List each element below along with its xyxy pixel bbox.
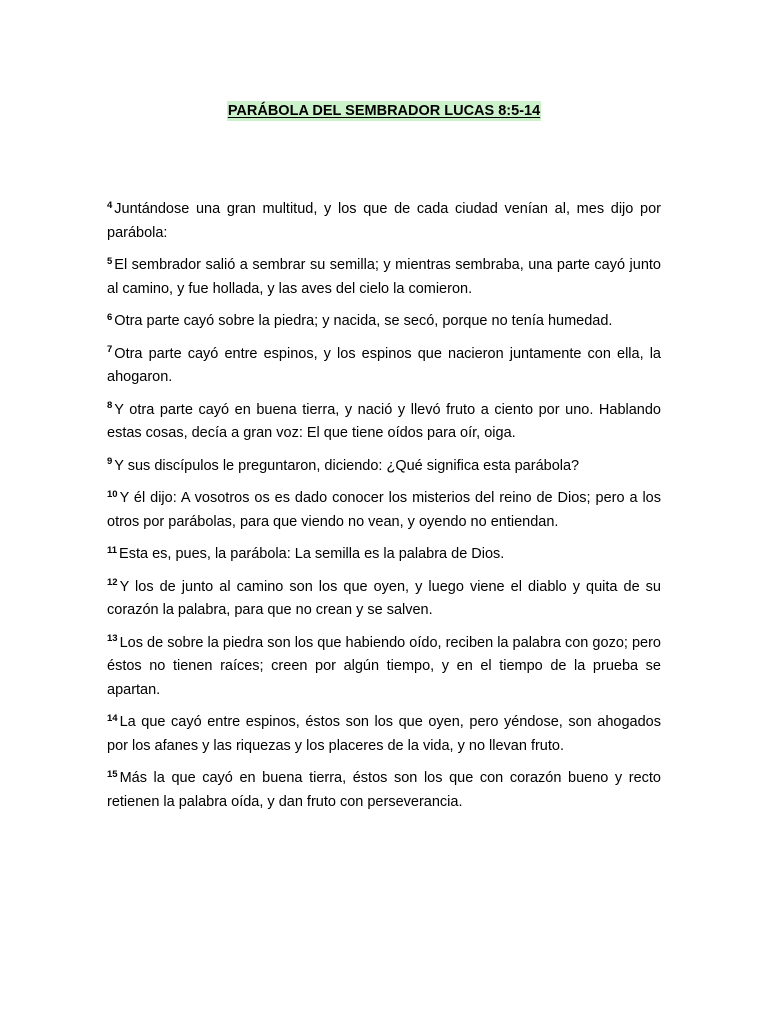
verse-9 [107,455,661,479]
verse-number: 12 [107,577,118,589]
verse-text: Otra parte cayó sobre la piedra; y nacida, se secó, porque no tenía humedad. [114,313,613,329]
verse-text: Los de sobre la piedra son los que habiendo oído, reciben la palabra con gozo; pero éstos no tienen raíces; creen por algún tiempo, y en el tiempo de la prueba se apartan. [107,634,661,698]
verse-8 [107,399,661,446]
verse-number: 8 [107,400,113,412]
verse-15 [107,767,661,814]
verse-text: La que cayó entre espinos, éstos son los que oyen, pero yéndose, son ahogados por los afanes y las riquezas y los placeres de la vida, y no llevan fruto. [107,714,661,754]
verse-text: Juntándose una gran multitud, y los que de cada ciudad venían al, mes dijo por parábola: [107,201,661,241]
verse-number: 14 [107,712,118,724]
title-container [0,101,768,121]
verse-5 [107,254,661,301]
verse-text: Y otra parte cayó en buena tierra, y nació y llevó fruto a ciento por uno. Hablando estas cosas, decía a gran voz: El que tiene oídos para oír, oiga. [107,401,661,441]
verse-number: 9 [107,456,113,468]
verse-number: 7 [107,344,113,356]
verse-13 [107,632,661,703]
verse-text: Y los de junto al camino son los que oyen, y luego viene el diablo y quita de su corazón la palabra, para que no crean y se salven. [107,578,661,618]
document-body [107,198,661,823]
verse-10 [107,487,661,534]
verse-11 [107,543,661,567]
verse-number: 5 [107,255,113,267]
verse-text: El sembrador salió a sembrar su semilla; y mientras sembraba, una parte cayó junto al camino, y fue hollada, y las aves del cielo la comieron. [107,257,661,297]
verse-number: 10 [107,488,118,500]
verse-number: 6 [107,311,113,323]
verse-text: Y él dijo: A vosotros os es dado conocer los misterios del reino de Dios; pero a los otros por parábolas, para que viendo no vean, y oyendo no entiendan. [107,490,661,530]
verse-text: Esta es, pues, la parábola: La semilla es la palabra de Dios. [119,546,505,562]
verse-number: 15 [107,768,118,780]
verse-14 [107,711,661,758]
verse-text: Más la que cayó en buena tierra, éstos son los que con corazón bueno y recto retienen la palabra oída, y dan fruto con perseverancia. [107,770,661,810]
verse-text: Otra parte cayó entre espinos, y los espinos que nacieron juntamente con ella, la ahogaron. [107,345,661,385]
verse-4 [107,198,661,245]
verse-number: 4 [107,199,113,211]
verse-6 [107,310,661,334]
verse-7 [107,343,661,390]
verse-number: 11 [107,544,118,556]
verse-number: 13 [107,633,118,645]
verse-text: Y sus discípulos le preguntaron, diciendo: ¿Qué significa esta parábola? [114,457,580,474]
document-title: PARÁBOLA DEL SEMBRADOR LUCAS 8:5-14 [227,103,541,119]
verse-12 [107,576,661,623]
